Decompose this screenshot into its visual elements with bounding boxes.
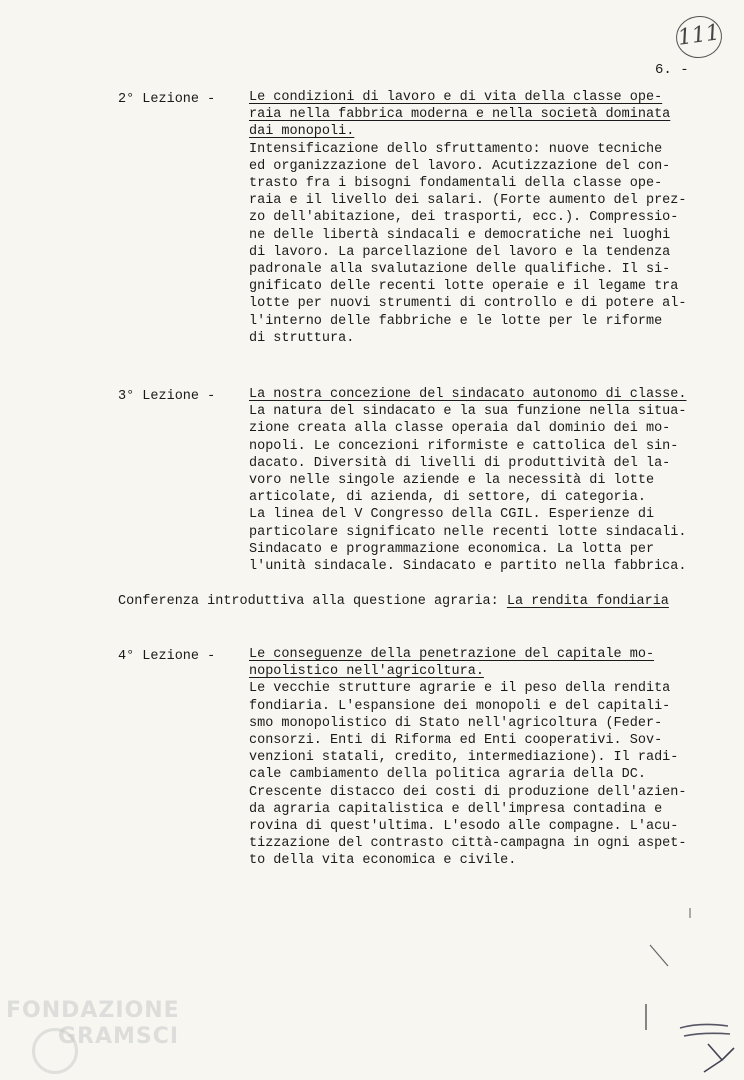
lesson-2-body-line: Intensificazione dello sfruttamento: nuove tecniche: [249, 141, 663, 157]
handwritten-page-number: 111: [673, 13, 724, 61]
lesson-3-body-line: dacato. Diversità di livelli di produttività del la-: [249, 455, 671, 471]
lesson-2-title-line: raia nella fabbrica moderna e nella società dominata: [249, 107, 671, 123]
lesson-4-body-line: to della vita economica e civile.: [249, 853, 517, 869]
lesson-2-body-line: trasto fra i bisogni fondamentali della classe ope-: [249, 176, 663, 192]
lesson-4-label: 4° Lezione -: [118, 649, 216, 664]
lesson-2-body-line: di lavoro. La parcellazione del lavoro e la tendenza: [249, 244, 671, 260]
lesson-2-label: 2° Lezione -: [118, 92, 216, 107]
lesson-2-body-line: raia e il livello dei salari. (Forte aumento del prez-: [249, 193, 687, 209]
lesson-3-body-line: zione creata alla classe operaia dal dominio dei mo-: [249, 421, 671, 437]
lesson-4-body-line: cale cambiamento della politica agraria della DC.: [249, 767, 646, 783]
lesson-4-body-line: Le vecchie strutture agrarie e il peso della rendita: [249, 681, 671, 697]
lesson-2-body-line: padronale alla svalutazione delle qualifiche. Il si-: [249, 262, 671, 278]
lesson-3-title-line: La nostra concezione del sindacato autonomo di classe.: [249, 387, 687, 402]
lesson-3-body-line: La natura del sindacato e la sua funzione nella situa-: [249, 404, 687, 420]
lesson-4-body-line: da agraria capitalistica e dell'impresa contadina e: [249, 801, 663, 817]
lesson-2-body-line: zo dell'abitazione, dei trasporti, ecc.). Compressio-: [249, 210, 679, 226]
lesson-4-title-line: Le conseguenze della penetrazione del capitale mo-: [249, 647, 655, 662]
lesson-3-body-line: voro nelle singole aziende e la necessità di lotte: [249, 473, 655, 489]
lesson-4-body-line: consorzi. Enti di Riforma ed Enti cooperativi. Sov-: [249, 733, 663, 749]
lesson-3-body-line: Sindacato e programmazione economica. La lotta per: [249, 541, 655, 557]
lesson-3-body-line: articolate, di azienda, di settore, di categoria.: [249, 490, 646, 506]
lesson-4-body-line: rovina di quest'ultima. L'esodo alle compagne. L'acu-: [249, 819, 679, 835]
conference-title: La rendita fondiaria: [506, 594, 669, 609]
lesson-4-title-line: nopolistico nell'agricoltura.: [249, 664, 484, 680]
lesson-2-body-line: lotte per nuovi strumenti di controllo e di potere al-: [249, 296, 687, 312]
lesson-3-body-line: La linea del V Congresso della CGIL. Esperienze di: [249, 507, 655, 523]
lesson-4-body-line: Crescente distacco dei costi di produzione dell'azien-: [249, 784, 687, 800]
lesson-2-title-line: dai monopoli.: [249, 124, 355, 140]
lesson-3-body-line: nopoli. Le concezioni riformiste e cattolica del sin-: [249, 438, 679, 454]
lesson-2-body-line: ed organizzazione del lavoro. Acutizzazione del con-: [249, 158, 671, 174]
lesson-4-body-line: tizzazione del contrasto città-campagna in ogni aspet-: [249, 836, 687, 852]
lesson-2-body-line: di struttura.: [249, 330, 355, 346]
watermark: [6, 998, 180, 1050]
lesson-3-label: 3° Lezione -: [118, 389, 216, 404]
lesson-2-body-line: gnificato delle recenti lotte operaie e il legame tra: [249, 279, 679, 295]
watermark-line-1: FONDAZIONE: [6, 998, 180, 1023]
page-number: 6. -: [655, 62, 689, 78]
lesson-4-body-line: smo monopolistico di Stato nell'agricoltura (Feder-: [249, 715, 663, 731]
lesson-3-body-line: l'unità sindacale. Sindacato e partito nella fabbrica.: [249, 559, 687, 575]
lesson-2-body-line: ne delle libertà sindacali e democratiche nei luoghi: [249, 227, 671, 243]
conference-prefix: Conferenza introduttiva alla questione agraria:: [118, 594, 507, 609]
lesson-2-title-line: Le condizioni di lavoro e di vita della classe ope-: [249, 90, 663, 105]
lesson-3-body-line: particolare significato nelle recenti lotte sindacali.: [249, 524, 687, 540]
lesson-4-body-line: fondiaria. L'espansione dei monopoli e del capitali-: [249, 698, 671, 714]
lesson-4-body-line: venzioni statali, credito, intermediazione). Il radi-: [249, 750, 679, 766]
watermark-line-2: GRAMSCI: [58, 1024, 180, 1049]
lesson-2-body-line: l'interno delle fabbriche e le lotte per le riforme: [249, 313, 663, 329]
